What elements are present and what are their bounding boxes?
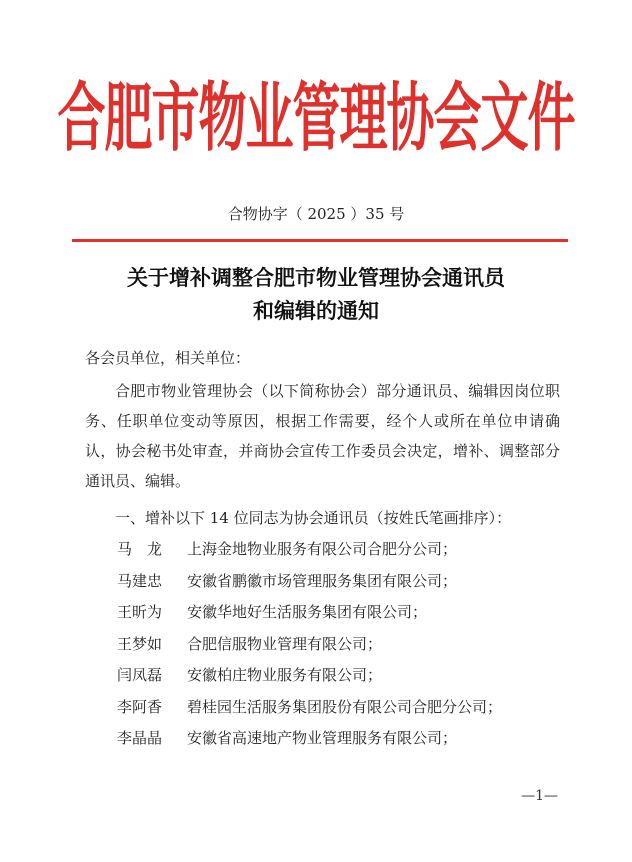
member-org: 上海金地物业服务有限公司合肥分公司； <box>187 540 458 558</box>
list-item <box>117 570 502 602</box>
notice-title-line-1: 关于增补调整合肥市物业管理协会通讯员 <box>127 266 505 290</box>
member-name: 王昕为 <box>117 603 163 621</box>
member-name: 王梦如 <box>117 634 163 653</box>
list-item <box>117 538 502 570</box>
member-name: 闫凤磊 <box>117 666 163 684</box>
notice-title <box>0 262 632 328</box>
body-paragraph: 合肥市物业管理协会（以下简称协会）部分通讯员、编辑因岗位职务、任职单位变动等原因，根据工作需要，经个人或所在单位申请确认，协会秘书处审查，并商协会宣传工作委员会决定，增补、调整部分通讯员、编辑。 <box>85 382 560 490</box>
member-org: 安徽柏庄物业服务有限公司； <box>187 666 383 684</box>
member-org: 安徽省高速地产物业管理服务有限公司； <box>187 729 458 747</box>
list-item <box>117 601 502 633</box>
page-number: —1— <box>521 788 558 804</box>
notice-title-line-2: 和编辑的通知 <box>253 299 379 323</box>
member-org: 安徽华地好生活服务集团有限公司； <box>187 603 428 621</box>
list-item <box>117 664 502 696</box>
list-item <box>117 633 502 665</box>
section-heading: 一、增补以下 14 位同志为协会通讯员（按姓氏笔画排序）： <box>115 509 512 527</box>
salutation: 各会员单位，相关单位： <box>85 349 251 367</box>
member-org: 合肥信服物业管理有限公司； <box>187 634 383 653</box>
member-org: 安徽省鹏徽市场管理服务集团有限公司； <box>187 571 458 590</box>
list-item <box>117 696 502 728</box>
member-name: 李晶晶 <box>117 729 163 747</box>
member-list <box>117 538 502 759</box>
member-name: 马 龙 <box>117 540 163 558</box>
masthead-title: 合肥市物业管理协会文件 <box>57 75 575 162</box>
red-divider-line <box>72 239 568 242</box>
document-number: 合物协字（ 2025 ）35 号 <box>227 205 405 223</box>
member-name: 李阿香 <box>117 697 163 716</box>
list-item <box>117 727 502 759</box>
member-org: 碧桂园生活服务集团股份有限公司合肥分公司； <box>187 697 503 716</box>
member-name: 马建忠 <box>117 571 163 590</box>
